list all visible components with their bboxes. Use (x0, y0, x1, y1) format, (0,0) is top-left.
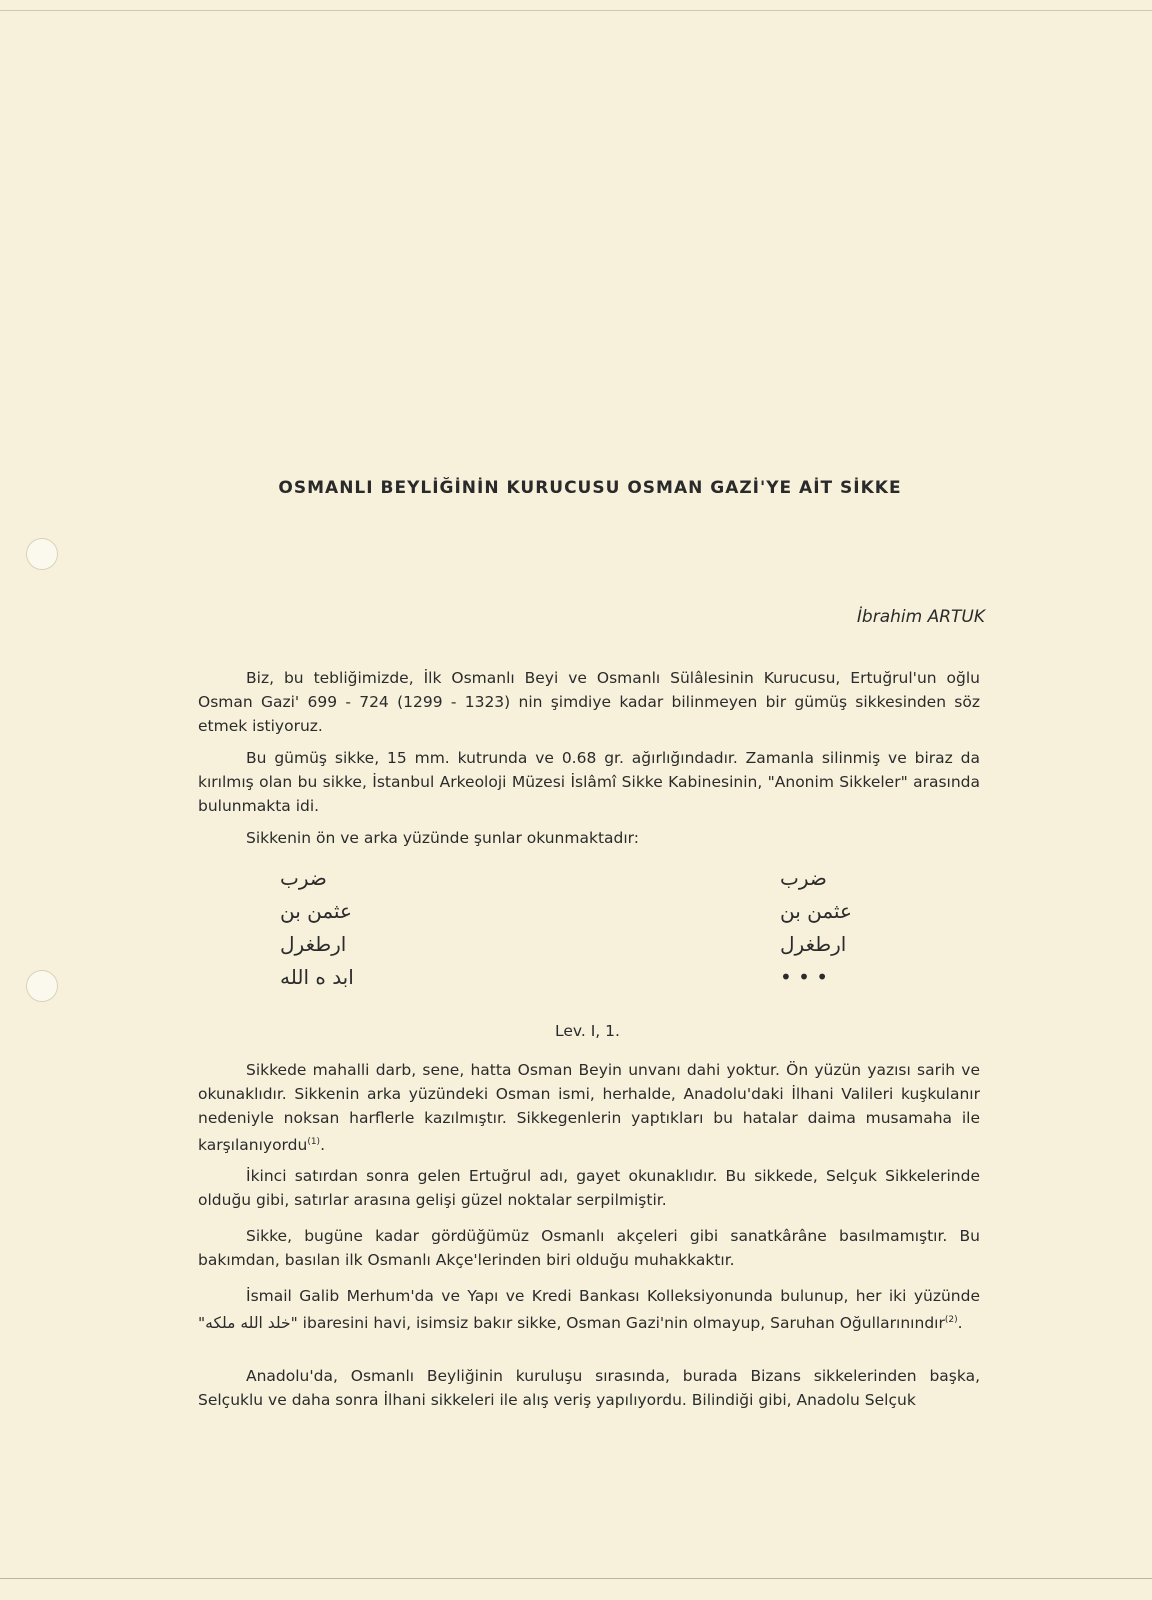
obverse-line: عثمن بن (280, 899, 352, 923)
paragraph-6: Sikke, bugüne kadar gördüğümüz Osmanlı akçeleri gibi sanatkârâne basılmamıştır. Bu bakımdan, basılan ilk Osmanlı Akçe'lerinden biri olduğu muhakkaktır. (198, 1227, 980, 1269)
obverse-line: ارطغرل (280, 932, 347, 956)
obverse-line: ضرب (280, 866, 327, 890)
paragraph-8: Anadolu'da, Osmanlı Beyliğinin kuruluşu sırasında, burada Bizans sikkelerinden başka, Selçuklu ve daha sonra İlhani sikkeleri ile alış veriş yapılıyordu. Bilindiği gibi, Anadolu Selçuk (198, 1367, 980, 1409)
reverse-line: • • • (780, 965, 829, 989)
obverse-line: ابد ه الله (280, 965, 354, 989)
bottom-edge-line (0, 1578, 1152, 1579)
punch-hole-icon (26, 538, 58, 570)
footnote-ref-1: (1) (307, 1137, 321, 1147)
arabic-phrase: خلد الله ملكه (205, 1314, 291, 1333)
coin-obverse-inscription (280, 862, 400, 994)
paragraph-2: Bu gümüş sikke, 15 mm. kutrunda ve 0.68 gr. ağırlığındadır. Zamanla silinmiş ve biraz da kırılmış olan bu sikke, İstanbul Arkeoloji Müzesi İslâmî Sikke Kabinesinin, "Anonim Sikkeler" arasında bulunmakta idi. (198, 749, 980, 815)
reverse-line: ارطغرل (780, 932, 847, 956)
paragraph-7: İsmail Galib Merhum'da ve Yapı ve Kredi Bankası Kolleksiyonunda bulunup, her iki yüzünde "خلد الله ملكه" ibaresini havi, isimsiz bakır sikke, Osman Gazi'nin olmayup, Saruhan Oğullarınındır$^{(2)}$. (198, 1287, 980, 1333)
plate-caption: Lev. I, 1. (555, 1022, 620, 1040)
punch-hole-icon (26, 970, 58, 1002)
paragraph-3: Sikkenin ön ve arka yüzünde şunlar okunmaktadır: (246, 829, 639, 847)
footnote-ref-2: (2) (944, 1315, 958, 1325)
top-edge-line (0, 10, 1152, 11)
reverse-line: عثمن بن (780, 899, 852, 923)
paragraph-4: Sikkede mahalli darb, sene, hatta Osman Beyin unvanı dahi yoktur. Ön yüzün yazısı sarih ve okunaklıdır. Sikkenin arka yüzündeki Osman ismi, herhalde, Anadolu'daki İlhani Valileri kuşkulanır nedeniyle noksan harflerle kazılmıştır. Sikkegenlerin yaptıkları bu hatalar daima musamaha ile karşılanıyordu$^{(1)}$. (198, 1061, 980, 1155)
coin-reverse-inscription (780, 862, 880, 994)
author-name: İbrahim ARTUK (856, 607, 985, 627)
article-title: OSMANLI BEYLİĞİNİN KURUCUSU OSMAN GAZİ'YE AİT SİKKE (278, 478, 902, 498)
reverse-line: ضرب (780, 866, 827, 890)
paragraph-5: İkinci satırdan sonra gelen Ertuğrul adı, gayet okunaklıdır. Bu sikkede, Selçuk Sikkelerinde olduğu gibi, satırlar arasına gelişi güzel noktalar serpilmiştir. (198, 1167, 980, 1209)
paragraph-1: Biz, bu tebliğimizde, İlk Osmanlı Beyi ve Osmanlı Sülâlesinin Kurucusu, Ertuğrul'un oğlu Osman Gazi' 699 - 724 (1299 - 1323) nin şimdiye kadar bilinmeyen bir gümüş sikkesinden söz etmek istiyoruz. (198, 669, 980, 735)
